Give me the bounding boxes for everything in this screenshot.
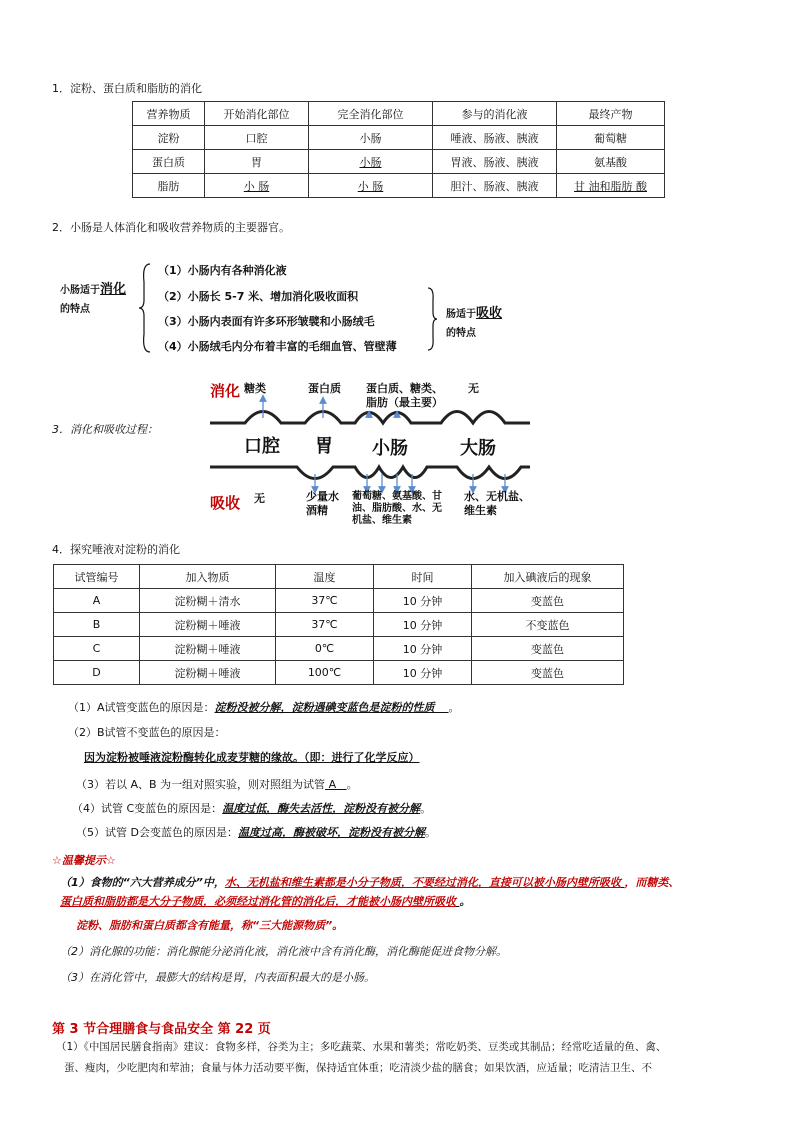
left-brace (138, 262, 152, 354)
label-keyword: 吸收 (476, 306, 503, 321)
table-row (133, 150, 665, 174)
feature-item: （2）小肠长 5-7 米、增加消化吸收面积 (158, 290, 359, 303)
digest-item: 糖类 (244, 382, 266, 395)
table-row (133, 126, 665, 150)
absorb-item: 油、脂肪酸、水、无 (352, 503, 442, 514)
table-cell: 淀粉 (133, 126, 205, 150)
answer-text: 温度过高，酶被破坏，淀粉没有被分解 (237, 826, 425, 839)
table-cell: 0℃ (276, 637, 374, 661)
table-header: 参与的消化液 (433, 102, 557, 126)
table-header: 时间 (374, 565, 472, 589)
table-cell: 小肠 (309, 126, 433, 150)
table-cell: 淀粉糊＋唾液 (140, 661, 276, 685)
right-brace (426, 286, 438, 352)
table-row (54, 637, 624, 661)
question-3 (76, 776, 358, 792)
tip-text: ，而糖类、 (624, 876, 680, 889)
table-cell: 变蓝色 (472, 637, 624, 661)
tips-paragraph-2: 淀粉、脂肪和蛋白质都含有能量，称“三大能源物质”。 (76, 919, 344, 932)
table-cell: 37℃ (276, 613, 374, 637)
table-cell: 不变蓝色 (472, 613, 624, 637)
table-header: 营养物质 (133, 102, 205, 126)
table-header: 加入碘液后的现象 (472, 565, 624, 589)
organ-stomach: 胃 (315, 436, 333, 457)
guideline-line-2: 蛋、瘦肉，少吃肥肉和荤油；食量与体力活动要平衡，保持适宜体重；吃清淡少盐的膳食；如果饮酒，应适量；吃清洁卫生、不 (64, 1062, 652, 1074)
table-cell: A (54, 589, 140, 613)
table-cell: 脂肪 (133, 174, 205, 198)
table-cell: 小 肠 (205, 174, 309, 198)
table-header: 温度 (276, 565, 374, 589)
table-cell: C (54, 637, 140, 661)
absorb-item: 维生素 (464, 504, 497, 517)
table-cell: 10 分钟 (374, 613, 472, 637)
feature-item: （3）小肠内表面有许多环形皱襞和小肠绒毛 (158, 315, 375, 328)
table-cell: 唾液、肠液、胰液 (433, 126, 557, 150)
question-4 (72, 800, 431, 816)
digestion-label: 消化 (210, 382, 241, 400)
table-cell: 变蓝色 (472, 589, 624, 613)
feature-item: （1）小肠内有各种消化液 (158, 264, 287, 277)
experiment-table (53, 564, 624, 685)
absorb-item: 葡萄糖、氨基酸、甘 (352, 491, 442, 502)
absorb-item: 机盐、维生素 (352, 515, 412, 526)
digest-item: 无 (468, 382, 479, 395)
label-keyword: 消化 (100, 282, 127, 297)
table-cell: 淀粉糊＋唾液 (140, 613, 276, 637)
guideline-line-1: （1）《中国居民膳食指南》建议：食物多样，谷类为主；多吃蔬菜、水果和薯类；常吃奶类、豆类或其制品；经常吃适量的鱼、禽、 (56, 1041, 667, 1053)
organ-mouth: 口腔 (244, 436, 280, 457)
question-5 (76, 824, 436, 840)
tips-paragraph-1 (60, 874, 679, 890)
table-cell: 蛋白质 (133, 150, 205, 174)
table-cell: 37℃ (276, 589, 374, 613)
absorb-item: 酒精 (306, 504, 328, 517)
table-cell: 胃液、肠液、胰液 (433, 150, 557, 174)
table-cell: 10 分钟 (374, 589, 472, 613)
absorption-label (446, 302, 502, 321)
organ-small-intestine: 小肠 (372, 438, 408, 459)
tip-text: 。 (459, 895, 471, 908)
table-cell: 10 分钟 (374, 637, 472, 661)
feature-item: （4）小肠绒毛内分布着丰富的毛细血管、管壁薄 (158, 340, 397, 353)
table-cell: 葡萄糖 (557, 126, 665, 150)
table-cell: 氨基酸 (557, 150, 665, 174)
label-part: 小肠适于 (60, 285, 100, 296)
digest-item: 蛋白质 (308, 382, 341, 395)
question-2-answer: 因为淀粉被唾液淀粉酶转化成麦芽糖的缘故。（即：进行了化学反应） (84, 751, 420, 764)
section3-title: 3．消化和吸收过程： (52, 423, 158, 436)
tip-highlight: 水、无机盐和维生素都是小分子物质，不要经过消化，直接可以被小肠内壁所吸收 (224, 876, 621, 889)
question-end: 。 (448, 701, 460, 714)
digest-item: 脂肪（最主要） (366, 396, 443, 409)
absorb-item: 少量水 (306, 490, 339, 503)
question-text: （4）试管 C变蓝色的原因是： (72, 802, 223, 815)
table-cell: 淀粉糊＋清水 (140, 589, 276, 613)
table-header-row (54, 565, 624, 589)
section4-title: 4．探究唾液对淀粉的消化 (52, 543, 180, 556)
absorption-label: 吸收 (210, 494, 241, 512)
table-cell: 甘 油和脂肪 酸 (557, 174, 665, 198)
table-row (54, 613, 624, 637)
question-text: （3）若以 A、B 为一组对照实验，则对照组为试管 (76, 778, 326, 791)
table-cell: 胃 (205, 150, 309, 174)
table-header: 加入物质 (140, 565, 276, 589)
table-cell: 10 分钟 (374, 661, 472, 685)
tip-highlight: 蛋白质和脂肪都是大分子物质，必须经过消化管的消化后，才能被小肠内壁所吸收 (60, 895, 456, 908)
section1-title: 1．淀粉、蛋白质和脂肪的消化 (52, 82, 202, 95)
table-header-row (133, 102, 665, 126)
tips-paragraph-4: （3）在消化管中，最膨大的结构是胃，内表面积最大的是小肠。 (60, 971, 375, 984)
tips-paragraph-3: （2）消化腺的功能：消化腺能分泌消化液，消化液中含有消化酶，消化酶能促进食物分解。 (60, 945, 507, 958)
question-2: （2）B试管不变蓝色的原因是： (68, 726, 226, 739)
table-cell: 小肠 (309, 150, 433, 174)
small-intestine-digestion-label (60, 278, 126, 297)
table-cell: D (54, 661, 140, 685)
question-1 (68, 699, 460, 715)
organ-large-intestine: 大肠 (460, 438, 496, 459)
table-row (133, 174, 665, 198)
features-label: 的特点 (60, 304, 90, 315)
table-cell: 胆汁、肠液、胰液 (433, 174, 557, 198)
tips-title: ☆温馨提示☆ (52, 854, 116, 867)
table-cell: 变蓝色 (472, 661, 624, 685)
table-cell: 小 肠 (309, 174, 433, 198)
table-row (54, 661, 624, 685)
table-cell: 100℃ (276, 661, 374, 685)
label-part: 肠适于 (446, 309, 476, 320)
features-label: 的特点 (446, 328, 476, 339)
absorb-item: 无 (254, 492, 265, 505)
absorb-item: 水、无机盐、 (464, 490, 530, 503)
question-end: 。 (420, 802, 432, 815)
tips-paragraph-1-cont (60, 893, 471, 909)
digestion-table (132, 101, 665, 198)
digest-item: 蛋白质、糖类、 (366, 382, 443, 395)
answer-text: 淀粉没被分解，淀粉遇碘变蓝色是淀粉的性质 (214, 701, 435, 714)
answer-text: 温度过低，酶失去活性，淀粉没有被分解 (222, 802, 421, 815)
table-header: 试管编号 (54, 565, 140, 589)
table-cell: 淀粉糊＋唾液 (140, 637, 276, 661)
question-text: （1）A试管变蓝色的原因是： (68, 701, 215, 714)
table-header: 最终产物 (557, 102, 665, 126)
table-cell: B (54, 613, 140, 637)
tip-text: （1）食物的“六大营养成分”中， (60, 876, 225, 889)
table-row (54, 589, 624, 613)
section5-title: 第 3 节合理膳食与食品安全 第 22 页 (52, 1022, 271, 1037)
answer-text: A (328, 778, 337, 791)
table-header: 开始消化部位 (205, 102, 309, 126)
section2-title: 2．小肠是人体消化和吸收营养物质的主要器官。 (52, 221, 290, 234)
question-text: （5）试管 D会变蓝色的原因是： (76, 826, 238, 839)
table-cell: 口腔 (205, 126, 309, 150)
table-header: 完全消化部位 (309, 102, 433, 126)
question-end: 。 (424, 826, 436, 839)
question-end: 。 (346, 778, 358, 791)
